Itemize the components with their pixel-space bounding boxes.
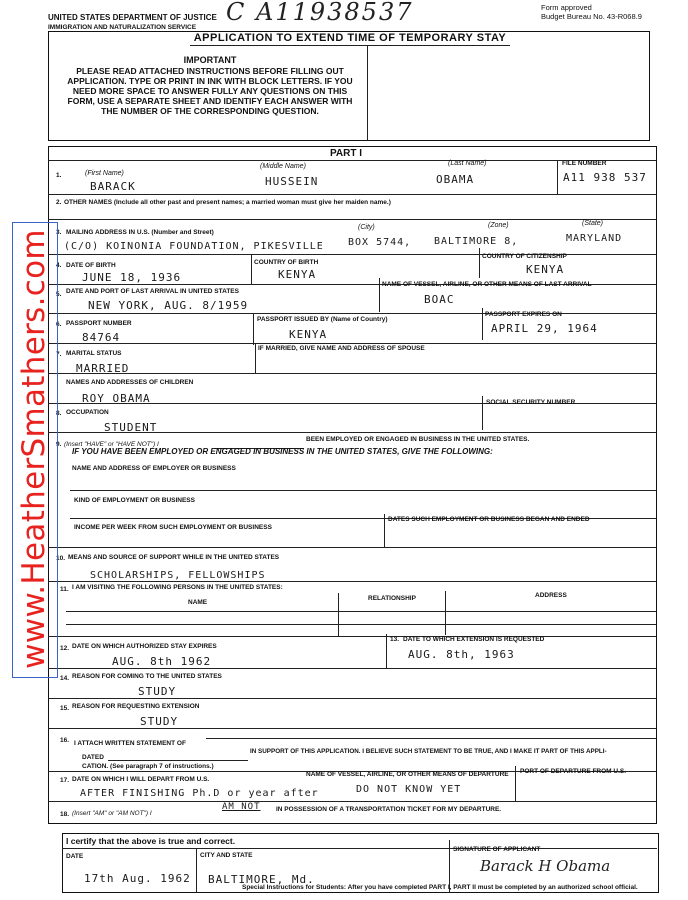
means-support-value: SCHOLARSHIPS, FELLOWSHIPS (90, 570, 266, 581)
q9-number: 9. (56, 441, 62, 448)
row-line (48, 432, 656, 433)
col-line (251, 255, 252, 285)
col-line (482, 396, 483, 430)
employer-label: NAME AND ADDRESS OF EMPLOYER OR BUSINESS (72, 465, 236, 472)
marital-status-label: MARITAL STATUS (66, 350, 122, 357)
signature-label: SIGNATURE OF APPLICANT (453, 846, 541, 853)
employed-instructions: IF YOU HAVE BEEN EMPLOYED OR ENGAGED IN BUSINESS IN THE UNITED STATES, GIVE THE FOLLOWING: (72, 447, 493, 456)
row-line (108, 760, 248, 761)
row-line (66, 611, 656, 612)
q17-number: 17. (60, 777, 70, 784)
country-of-citizenship-value: KENYA (526, 263, 565, 276)
col-line (515, 766, 516, 802)
address-city-value: BALTIMORE 8, (434, 236, 519, 247)
zone-label: (Zone) (488, 222, 509, 229)
depart-date-value: AFTER FINISHING Ph.D or year after (80, 788, 319, 799)
service-name: IMMIGRATION AND NATURALIZATION SERVICE (48, 24, 197, 31)
marital-status-value: MARRIED (76, 362, 130, 375)
reason-coming-label: REASON FOR COMING TO THE UNITED STATES (72, 673, 222, 680)
extension-requested-label: DATE TO WHICH EXTENSION IS REQUESTED (403, 636, 545, 643)
last-name-value: OBAMA (436, 173, 475, 186)
children-label: NAMES AND ADDRESSES OF CHILDREN (66, 379, 194, 386)
city-state-value: BALTIMORE, Md. (208, 873, 315, 886)
passport-issued-label: PASSPORT ISSUED BY (Name of Country) (257, 316, 388, 323)
q2-number: 2. (56, 199, 62, 206)
q7-number: 7. (56, 351, 62, 358)
handwritten-file-number: C A11938537 (226, 0, 414, 26)
date-label: DATE (66, 853, 84, 860)
depart-date-label: DATE ON WHICH I WILL DEPART FROM U.S. (72, 776, 210, 783)
date-of-birth-value: JUNE 18, 1936 (82, 271, 182, 284)
q6-number: 6. (56, 321, 62, 328)
means-support-label: MEANS AND SOURCE OF SUPPORT WHILE IN THE UNITED STATES (68, 554, 280, 561)
occupation-value: STUDENT (104, 421, 158, 434)
passport-expires-value: APRIL 29, 1964 (491, 322, 598, 335)
row-line (62, 848, 657, 849)
passport-issued-value: KENYA (289, 328, 328, 341)
q16-number: 16. (60, 737, 70, 744)
part1-heading: PART I (330, 148, 363, 159)
q15-number: 15. (60, 705, 70, 712)
vessel-value: BOAC (424, 293, 455, 306)
passport-number-label: PASSPORT NUMBER (66, 320, 132, 327)
row-line (48, 313, 656, 314)
department-name: UNITED STATES DEPARTMENT OF JUSTICE (48, 13, 217, 22)
q11-number: 11. (60, 586, 69, 593)
col-line (445, 591, 446, 635)
spouse-label: IF MARRIED, GIVE NAME AND ADDRESS OF SPOUSE (258, 345, 425, 352)
address-state-value: MARYLAND (566, 233, 623, 244)
q10-number: 10. (56, 555, 66, 562)
file-number-value: A11 938 537 (563, 171, 647, 184)
important-divider (367, 46, 368, 140)
q1-number: 1. (56, 172, 62, 179)
ticket-value: AM NOT (222, 802, 261, 812)
q13-number: 13. (390, 636, 400, 643)
mailing-address-label: MAILING ADDRESS IN U.S. (Number and Street) (66, 229, 214, 236)
attach-dated-label: DATED (82, 754, 104, 761)
middle-name-value: HUSSEIN (265, 175, 319, 188)
employed-insert-label: (Insert "HAVE" or "HAVE NOT") I (64, 441, 159, 448)
address-box-value: BOX 5744, (348, 237, 412, 248)
first-name-value: BARACK (90, 180, 136, 193)
address-street-value: (C/O) KOINONIA FOUNDATION, PIKESVILLE (64, 241, 324, 252)
budget-bureau: Budget Bureau No. 43-R068.9 (541, 12, 642, 21)
title-underline (190, 45, 510, 46)
watermark-text: www.HeatherSmathers.com (16, 229, 52, 669)
row-line (48, 801, 656, 802)
ssn-label: SOCIAL SECURITY NUMBER (486, 399, 576, 406)
row-line (206, 738, 656, 739)
country-of-birth-value: KENYA (278, 268, 317, 281)
col-line (479, 248, 480, 278)
row-line (48, 343, 656, 344)
col-address-label: ADDRESS (535, 592, 567, 599)
city-label: (City) (358, 224, 375, 231)
form-approved: Form approved (541, 3, 592, 12)
col-name-label: NAME (188, 599, 208, 606)
extension-requested-value: AUG. 8th, 1963 (408, 648, 515, 661)
form-title: APPLICATION TO EXTEND TIME OF TEMPORARY STAY (193, 32, 507, 44)
country-of-citizenship-label: COUNTRY OF CITIZENSHIP (482, 253, 567, 260)
dates-employment-label: DATES SUCH EMPLOYMENT OR BUSINESS BEGAN AND ENDED (388, 516, 590, 523)
col-line (482, 308, 483, 340)
row-line (48, 728, 656, 729)
depart-vessel-label: NAME OF VESSEL, AIRLINE, OR OTHER MEANS OF DEPARTURE (306, 771, 509, 778)
q3-number: 3. (56, 229, 62, 236)
col-line (255, 343, 256, 373)
depart-port-label: PORT OF DEPARTURE FROM U.S. (520, 768, 627, 775)
ticket-insert-label: (Insert "AM" or "AM NOT") I (72, 810, 152, 817)
file-number-label: FILE NUMBER (562, 160, 607, 167)
middle-name-label: (Middle Name) (260, 163, 306, 170)
attach-cation-label: CATION. (See paragraph 7 of instructions.) (82, 763, 214, 770)
employed-label: BEEN EMPLOYED OR ENGAGED IN BUSINESS IN THE UNITED STATES. (306, 436, 530, 443)
attach-statement-label: IN SUPPORT OF THIS APPLICATION. I BELIEVE SUCH STATEMENT TO BE TRUE, AND I MAKE IT PART OF THIS APPLI- (250, 748, 607, 755)
country-of-birth-label: COUNTRY OF BIRTH (254, 259, 319, 266)
col-line (253, 313, 254, 345)
row-line (48, 194, 656, 195)
first-name-label: (First Name) (85, 170, 124, 177)
col-line (384, 514, 385, 548)
ticket-label: IN POSSESSION OF A TRANSPORTATION TICKET FOR MY DEPARTURE. (276, 806, 502, 813)
arrival-value: NEW YORK, AUG. 8/1959 (88, 299, 249, 312)
row-line (48, 581, 656, 582)
row-line (48, 219, 656, 220)
occupation-label: OCCUPATION (66, 409, 109, 416)
stay-expires-value: AUG. 8th 1962 (112, 655, 212, 668)
row-line (48, 373, 656, 374)
state-label: (State) (582, 220, 604, 227)
other-names-label: OTHER NAMES (Include all other past and present names; a married woman must give her maiden name.) (64, 199, 391, 206)
col-line (386, 634, 387, 668)
income-label: INCOME PER WEEK FROM SUCH EMPLOYMENT OR BUSINESS (74, 524, 272, 531)
row-line (48, 636, 656, 637)
stay-expires-label: DATE ON WHICH AUTHORIZED STAY EXPIRES (72, 643, 217, 650)
col-relationship-label: RELATIONSHIP (368, 595, 416, 602)
arrival-label: DATE AND PORT OF LAST ARRIVAL IN UNITED STATES (66, 288, 239, 295)
last-name-label: (Last Name) (448, 160, 487, 167)
certify-text: I certify that the above is true and correct. (66, 836, 236, 846)
date-value: 17th Aug. 1962 (84, 872, 191, 885)
depart-vessel-value: DO NOT KNOW YET (356, 784, 462, 795)
passport-expires-label: PASSPORT EXPIRES ON (485, 311, 562, 318)
visiting-label: I AM VISITING THE FOLLOWING PERSONS IN THE UNITED STATES: (72, 584, 283, 591)
vessel-label: NAME OF VESSEL, AIRLINE, OR OTHER MEANS OF LAST ARRIVAL (382, 281, 592, 288)
important-heading: IMPORTANT (183, 55, 237, 65)
date-of-birth-label: DATE OF BIRTH (66, 262, 116, 269)
q12-number: 12. (60, 645, 70, 652)
reason-extension-value: STUDY (140, 715, 179, 728)
applicant-signature: Barack H Obama (480, 857, 611, 875)
kind-employment-label: KIND OF EMPLOYMENT OR BUSINESS (74, 497, 195, 504)
row-line (48, 547, 656, 548)
row-line (48, 698, 656, 699)
q18-number: 18. (60, 811, 70, 818)
passport-number-value: 84764 (82, 331, 121, 344)
q4-number: 4. (56, 262, 62, 269)
row-line (66, 624, 656, 625)
children-value: ROY OBAMA (82, 392, 151, 405)
col-line (196, 848, 197, 892)
attach-label: I ATTACH WRITTEN STATEMENT OF (74, 740, 186, 747)
q14-number: 14. (60, 675, 70, 682)
col-line (379, 278, 380, 312)
col-line (338, 593, 339, 637)
q5-number: 5. (56, 291, 62, 298)
reason-coming-value: STUDY (138, 685, 177, 698)
important-text: PLEASE READ ATTACHED INSTRUCTIONS BEFORE FILLING OUT APPLICATION. TYPE OR PRINT IN INK WITH BLOCK LETTERS. IF YOU NEED MORE SPACE TO ANSWER FULLY ANY QUESTIONS ON THIS FORM, USE A SEPARATE SHEET AND IDENTIFY EACH ANSWER WITH THE NUMBER OF THE CORRESPONDING QUESTION. (67, 66, 353, 116)
row-line (48, 668, 656, 669)
footer-instructions: Special Instructions for Students: After you have completed PART I, PART II must be completed by an authorized school official. (242, 884, 638, 891)
reason-extension-label: REASON FOR REQUESTING EXTENSION (72, 703, 200, 710)
city-state-label: CITY AND STATE (200, 852, 253, 859)
col-line (557, 160, 558, 194)
row-line (70, 490, 656, 491)
q8-number: 8. (56, 410, 62, 417)
